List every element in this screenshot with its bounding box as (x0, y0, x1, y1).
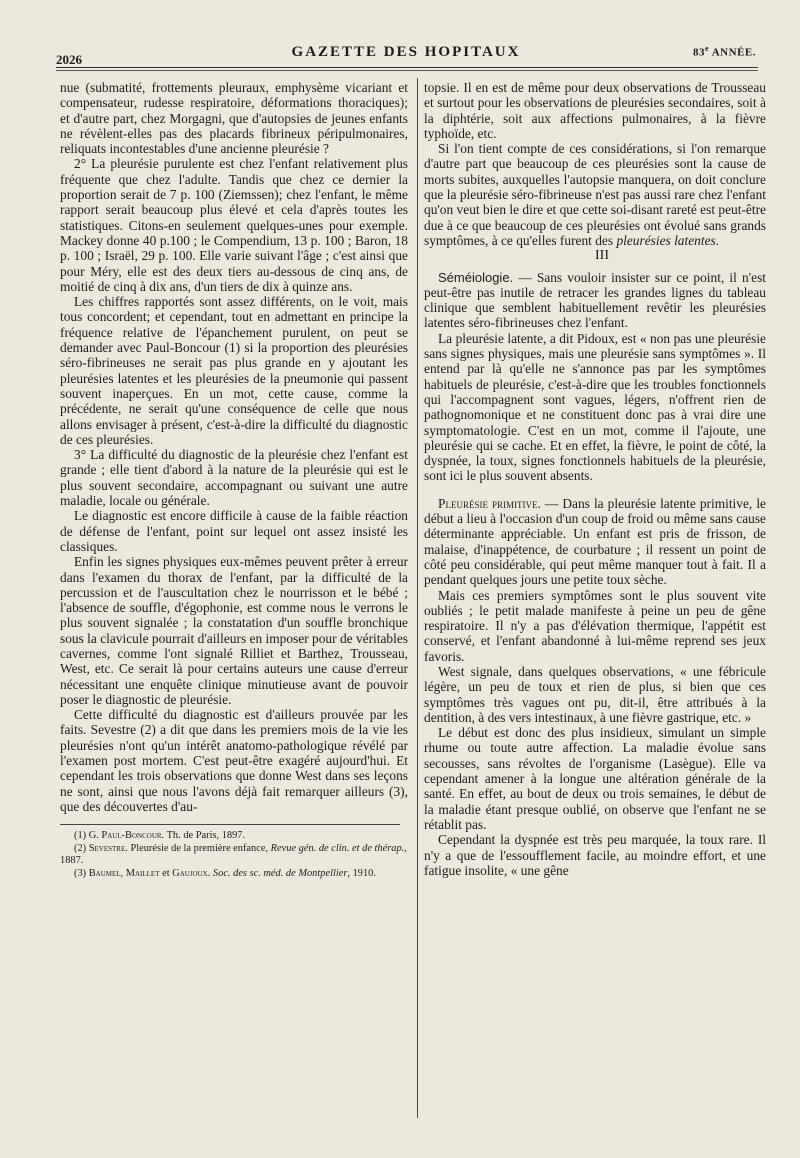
footnote-rule (60, 824, 400, 825)
left-column (60, 80, 408, 880)
edition-label (693, 44, 756, 59)
paragraph: Le diagnostic est encore difficile à cause de la faible réaction de défense de l'enfant, point sur lequel ont assez insisté les classiques. (60, 508, 408, 554)
edition-number: 83 (693, 46, 706, 59)
paragraph: Cette difficulté du diagnostic est d'ailleurs prouvée par les faits. Sevestre (2) a dit que dans les premiers mois de la vie les pleurésies n'ont qu'un intérêt anatomo-pathologique révélé par l'examen post mortem. C'est peut-être exagéré aujourd'hui. Et cependant les trois observations que donne West dans ses leçons ne sont, ainsi que nous l'avons déjà fait remarquer ailleurs (3), que des découvertes d'au- (60, 707, 408, 814)
paragraph: West signale, dans quelques observations, « une fébricule légère, un peu de toux et rien de plus, si bien que ces symptômes très vagues ont pu, dit-il, être attribués à la dentition, à des vers intestinaux, à une fièvre gastrique, etc. » (424, 663, 766, 725)
footnote: (1) G. Paul-Boncour. Th. de Paris, 1897. (74, 830, 246, 842)
header-rule (56, 67, 758, 68)
page-header (56, 44, 756, 67)
paragraph: Cependant la dyspnée est très peu marquée, la toux rare. Il n'y a que de l'essoufflement facile, au moindre effort, et une fatigue insolite, « une gêne (424, 832, 766, 878)
paragraph: topsie. Il en est de même pour deux observations de Trousseau et surtout pour les observations de pleurésies secondaires, soit à la diphtérie, soit aux affections pulmonaires, à la fièvre typhoïde, etc. (424, 80, 766, 141)
footnote: (3) Baumel, Maillet et Gaujoux. Soc. des sc. méd. de Montpellier, 1910. (74, 867, 376, 879)
section-heading: Séméiologie. (438, 269, 514, 285)
edition-suffix: e (705, 44, 710, 53)
paragraph: Les chiffres rapportés sont assez différents, on le voit, mais tous concordent; et cependant, tout en admettant en principe la fréquence relative de l'épanchement purulent, on peut se demander avec Paul-Boncour (1) si la proportion des pleurésies séro-fibrineuses ne serait pas plus grande en y ajoutant les pleurésies latentes et les pleurésies de la pneumonie qui passent souvent inaperçues. En un mot, cette cause, comme la précédente, ne serait qu'une conséquence de celle que nous allons envisager à présent, c'est-à-dire la difficulté du diagnostic de ces pleurésies. (60, 294, 408, 447)
section-number: III (595, 248, 609, 264)
right-column (424, 80, 766, 878)
header-rule-thin (56, 70, 758, 71)
paragraph: nue (submatité, frottements pleuraux, emphysème vicariant et compensateur, rudesse respiratoire, déformations thoraciques); et d'autre part, chez Morgagni, que d'autopsies de jeunes enfants ne révèlent-elles pas des placards fibrineux péripulmonaires, reliquats incontestables d'une ancienne pleurésie ? (60, 80, 408, 157)
paragraph: Si l'on tient compte de ces considérations, si l'on remarque d'autre part que beaucoup de ces pleurésies sont la cause de morts subites, auxquelles l'autopsie manquera, on doit conclure que la pleurésie séro-fibrineuse n'est pas aussi rare chez l'enfant qu'on veut bien le dire et que cette soi-disant rareté est peut-être due à ce que beaucoup de ces pleurésies ont évolué sans grands symptômes, à ce qu'elles furent des pleurésies latentes. (424, 141, 766, 248)
paragraph: Enfin les signes physiques eux-mêmes peuvent prêter à erreur dans l'examen du thorax de l'enfant, par la difficulté de la percussion et de l'auscultation chez le nourrisson et le bébé ; l'absence de souffle, d'égophonie, est comme nous le verrons le plus souvent signalée ; la constatation d'un souffle bronchique sous la clavicule pourrait d'ailleurs en imposer pour de véritables cavernes, comme l'ont signalé Rilliet et Barthez, Trousseau, West, etc. Ce serait là pour certains auteurs une cause d'erreur nécessitant une enquête clinique minutieuse avant de pouvoir poser le diagnostic de pleurésie. (60, 554, 408, 707)
footnote: (2) Sevestre. Pleurésie de la première enfance, Revue gén. de clin. et de thérap., 1887. (60, 842, 407, 867)
paragraph: 2° La pleurésie purulente est chez l'enfant relativement plus fréquente que chez l'adulte. Tandis que chez ce dernier la proportion serait de 7 p. 100 (Ziemssen); chez l'enfant, le même rapport serait beaucoup plus élevé et cela d'après toutes les statistiques. Citons-en seulement quelques-unes pour exemple. Mackey donne 40 p.100 ; le Compendium, 13 p. 100 ; Baron, 18 p. 100 ; Israël, 29 p. 100. Elle varie suivant l'âge ; c'est ainsi que pour Méry, elle est des deux tiers au-dessous de cinq ans, de moitié de cinq à dix ans, d'un tiers de dix à quinze ans. (60, 156, 408, 294)
paragraph: Mais ces premiers symptômes sont le plus souvent vite oubliés ; le petit malade manifeste à peine un peu de gêne respiratoire. Il n'y a pas d'élévation thermique, l'appétit est conservé, et l'enfant abandonné à lui-même reprend ses jeux favoris. (424, 587, 766, 664)
italic-term: pleurésies latentes (616, 232, 716, 248)
paragraph: Le début est donc des plus insidieux, simulant un simple rhume ou toute autre affection. La maladie évolue sans secousses, sans révoltes de l'organisme (Lasègue). Elle va cependant amener à la longue une altération générale de la santé. En effet, au bout de deux ou trois semaines, le début de la maladie étant presque oublié, on observe que l'enfant ne se rétablit pas. (424, 725, 766, 832)
subsection-heading: Pleurésie primitive. (438, 495, 541, 511)
paragraph: La pleurésie latente, a dit Pidoux, est « non pas une pleurésie sans signes physiques, mais une pleurésie sans symptômes ». Il entend par là qu'elle ne s'annonce pas par les symptômes habituels de pleurésie, c'est-à-dire que les troubles fonctionnels qui l'accompagnent sont vagues, légers, n'offrent rien de pathognomonique et ne constituent donc pas à vrai dire une symptomatologie. C'est en un mot, comme il l'ajoute, une pleurésie qui se cache. Et en effet, la fièvre, le point de côté, la dyspnée, la toux, signes fonctionnels habituels de la pleurésie, sont ici le plus souvent absents. (424, 330, 766, 484)
paragraph: Séméiologie. — Sans vouloir insister sur ce point, il n'est peut-être pas inutile de retracer les grandes lignes du tableau clinique que semblent habituellement revêtir les pleurésies latentes séro-fibrineuses chez l'enfant. (424, 269, 766, 331)
column-divider (417, 78, 418, 1118)
paragraph: 3° La difficulté du diagnostic de la pleurésie chez l'enfant est grande ; elle tient d'abord à la nature de la pleurésie qui est le plus souvent secondaire, accompagnant ou suivant une autre maladie, locale ou générale. (60, 447, 408, 509)
paragraph: Pleurésie primitive. — Dans la pleurésie latente primitive, le début a lieu à l'occasion d'un coup de froid ou même sans cause déterminante appréciable. Un enfant est pris de frisson, de malaise, d'inappétence, de courbature ; il ressent un point de côté peu considérable, qui peut même manquer tout à fait. Il a pendant quelques jours une petite toux sèche. (424, 495, 766, 588)
edition-word: ANNÉE. (711, 46, 756, 59)
journal-title: GAZETTE DES HOPITAUX (291, 44, 521, 60)
page-number: 2026 (56, 52, 82, 67)
